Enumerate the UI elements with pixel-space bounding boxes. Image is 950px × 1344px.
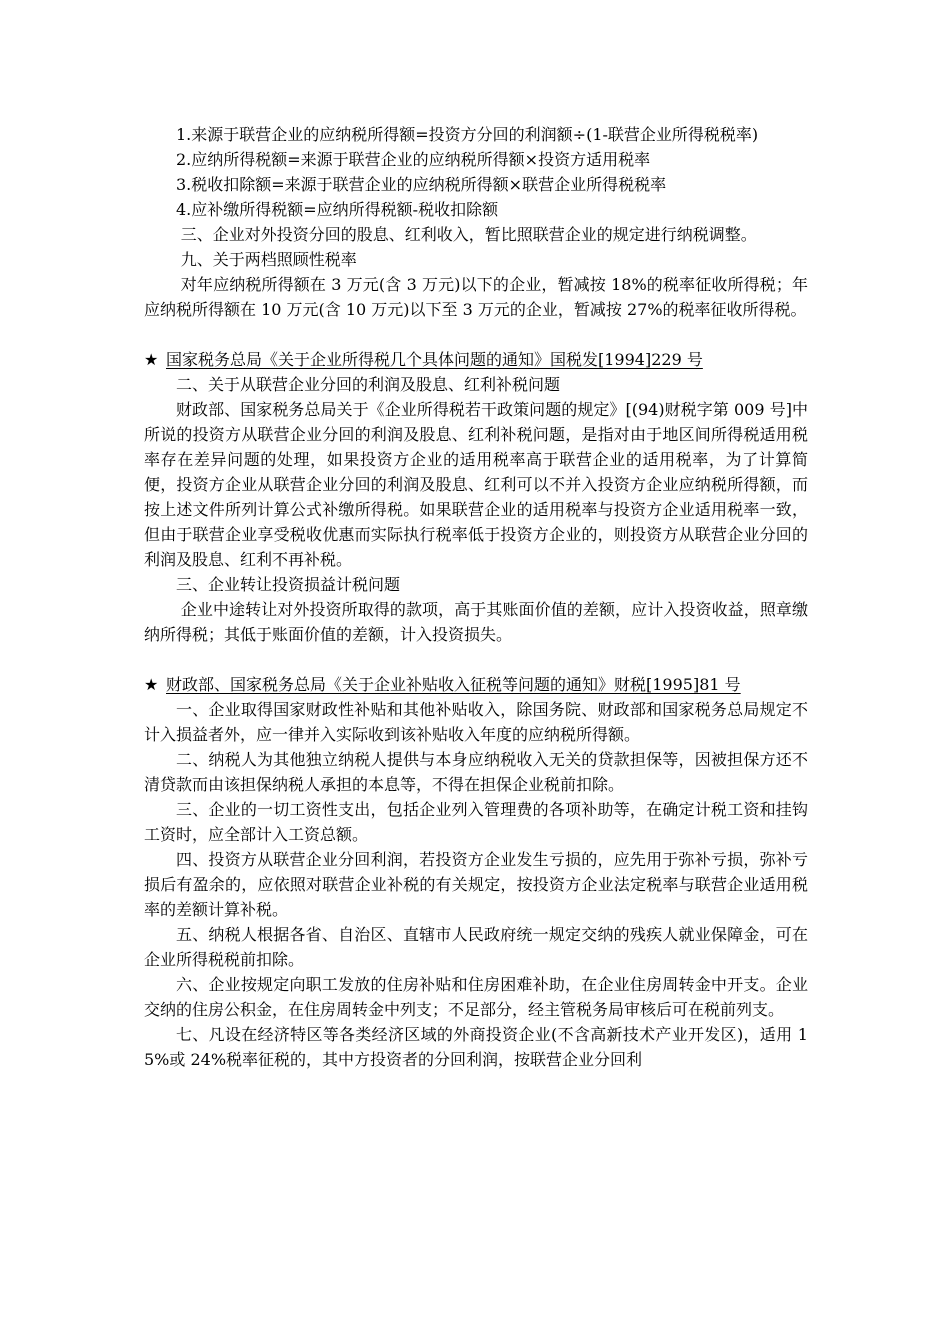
- section-heading-guoshuifa-1994-229: [144, 347, 808, 372]
- paragraph-item-5: 五、纳税人根据各省、自治区、直辖市人民政府统一规定交纳的残疾人就业保障金，可在企业所得税税前扣除。: [144, 925, 808, 969]
- spacer: [144, 647, 808, 672]
- paragraph-item-2-title: 二、关于从联营企业分回的利润及股息、红利补税问题: [176, 375, 561, 394]
- paragraph-item-3-title: 三、企业转让投资损益计税问题: [176, 575, 401, 594]
- formula-2: 2.应纳所得税额=来源于联营企业的应纳税所得额×投资方适用税率: [176, 150, 651, 169]
- paragraph-item-7: 七、凡设在经济特区等各类经济区域的外商投资企业(不含高新技术产业开发区)，适用 15%或 24%税率征税的，其中方投资者的分回利润，按联营企业分回利: [144, 1025, 808, 1069]
- section-heading-caishui-1995-81: [144, 672, 808, 697]
- paragraph-item-9-body: 对年应纳税所得额在 3 万元(含 3 万元)以下的企业，暂减按 18%的税率征收所得税；年应纳税所得额在 10 万元(含 10 万元)以下至 3 万元的企业，暂减按 27%的税率征收所得税。: [144, 275, 808, 319]
- paragraph-item-2-body: 财政部、国家税务总局关于《企业所得税若干政策问题的规定》[(94)财税字第 009 号]中所说的投资方从联营企业分回的利润及股息、红利补税问题，是指对由于地区间所得税适用税率存在差异问题的处理，如果投资方企业的适用税率高于联营企业的适用税率，为了计算简便，投资方企业从联营企业分回的利润及股息、红利可以不并入投资方企业应纳税所得额，而按上述文件所列计算公式补缴所得税。如果联营企业的适用税率与投资方企业适用税率一致，但由于联营企业享受税收优惠而实际执行税率低于投资方企业的，则投资方从联营企业分回的利润及股息、红利不再补税。: [144, 400, 808, 569]
- paragraph-item-3-body: 企业中途转让对外投资所取得的款项，高于其账面价值的差额，应计入投资收益，照章缴纳所得税；其低于账面价值的差额，计入投资损失。: [144, 600, 808, 644]
- paragraph-item-4: 四、投资方从联营企业分回利润，若投资方企业发生亏损的，应先用于弥补亏损，弥补亏损后有盈余的，应依照对联营企业补税的有关规定，按投资方企业法定税率与联营企业适用税率的差额计算补税。: [144, 850, 808, 919]
- formula-3: 3.税收扣除额=来源于联营企业的应纳税所得额×联营企业所得税税率: [176, 175, 667, 194]
- star-icon: ★: [144, 350, 159, 369]
- paragraph-item-1: 一、企业取得国家财政性补贴和其他补贴收入，除国务院、财政部和国家税务总局规定不计入损益者外，应一律并入实际收到该补贴收入年度的应纳税所得额。: [144, 700, 808, 744]
- section-heading-text: 国家税务总局《关于企业所得税几个具体问题的通知》国税发[1994]229 号: [166, 350, 703, 369]
- section-heading-text: 财政部、国家税务总局《关于企业补贴收入征税等问题的通知》财税[1995]81 号: [166, 675, 741, 694]
- paragraph-item-2: 二、纳税人为其他独立纳税人提供与本身应纳税收入无关的贷款担保等，因被担保方还不清贷款而由该担保纳税人承担的本息等，不得在担保企业税前扣除。: [144, 750, 808, 794]
- formula-4: 4.应补缴所得税额=应纳所得税额-税收扣除额: [176, 200, 499, 219]
- formula-1: 1.来源于联营企业的应纳税所得额=投资方分回的利润额÷(1-联营企业所得税税率): [176, 125, 759, 144]
- star-icon: ★: [144, 675, 159, 694]
- paragraph-item-9-title: 九、关于两档照顾性税率: [180, 250, 357, 269]
- paragraph-item-3-dividends: 三、企业对外投资分回的股息、红利收入，暂比照联营企业的规定进行纳税调整。: [180, 225, 757, 244]
- spacer: [144, 322, 808, 347]
- document-body: [144, 122, 808, 1072]
- paragraph-item-6: 六、企业按规定向职工发放的住房补贴和住房困难补助，在企业住房周转金中开支。企业交纳的住房公积金，在住房周转金中列支；不足部分，经主管税务局审核后可在税前列支。: [144, 975, 808, 1019]
- paragraph-item-3: 三、企业的一切工资性支出，包括企业列入管理费的各项补助等，在确定计税工资和挂钩工资时，应全部计入工资总额。: [144, 800, 808, 844]
